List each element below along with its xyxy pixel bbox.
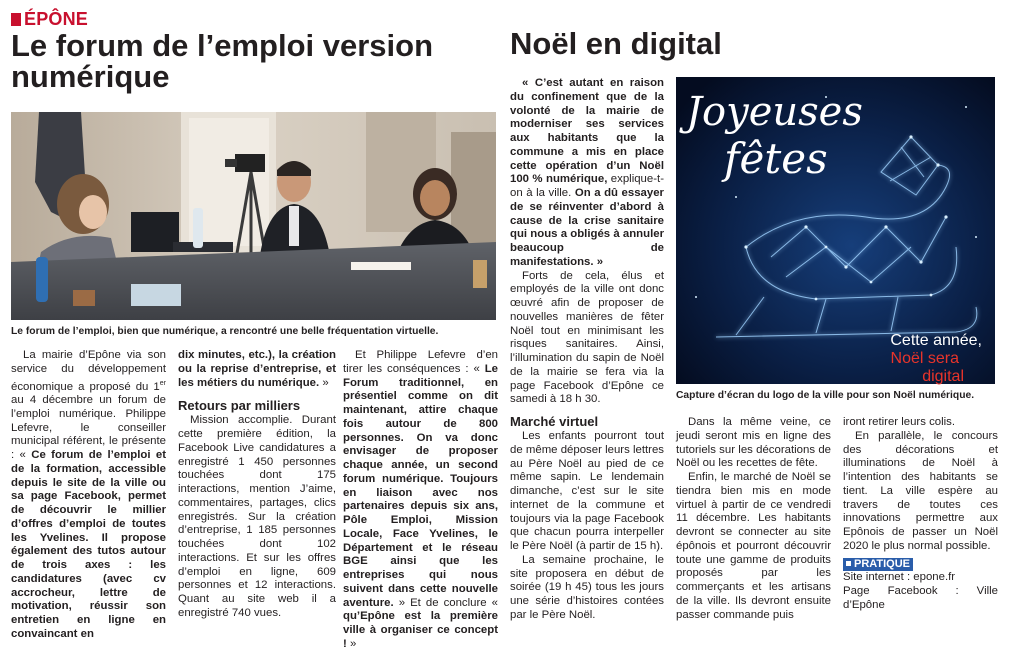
subhead-marche: Marché virtuel xyxy=(510,414,599,429)
forum-photo xyxy=(11,112,496,320)
right-article-headline: Noël en digital xyxy=(510,26,722,61)
right-article-paragraph: Enfin, le marché de Noël se tiendra bien mis en mode virtuel à partir de ce vendredi 11 décembre. Les habitants devront se connecter au site épônois et pourront découvrir toute une gamme de produits proposés par les commerçants et les artisans de la ville. Ils devront ensuite passer commande puis xyxy=(676,471,831,621)
right-article-paragraph: La semaine prochaine, le site proposera en début de soirée (19 h 45) tous les jours une série d’histoires contées par le Père Noël. xyxy=(510,553,664,621)
left-article-paragraph xyxy=(343,349,498,652)
pratique-box xyxy=(843,554,998,572)
noel-image-text-cette-annee: Cette année, xyxy=(890,332,982,349)
forum-photo-caption: Le forum de l’emploi, bien que numérique, a rencontré une belle fréquentation virtuelle. xyxy=(11,326,439,337)
left-article-headline xyxy=(11,30,501,92)
body-text: » Et de conclure « xyxy=(393,596,498,609)
quote-text: Le Forum traditionnel, en présentiel comme on dit maintenant, attire chaque fois autour de 800 personnes. On va donc envisager de proposer chaque année, un second forum numérique. Toujours en liaison avec nos partenaires depuis six ans, Pôle Emploi, Mission Locale, Face Yvelines, le Département et le réseau BGE ainsi que les entreprises qui nous suivent dans cette nouvelle aventure. xyxy=(343,362,498,609)
pratique-label: PRATIQUE xyxy=(854,557,911,570)
noel-image-text-digital: digital xyxy=(922,368,964,385)
pratique-marker xyxy=(846,561,851,566)
superscript: er xyxy=(159,379,166,387)
left-article-paragraph xyxy=(11,349,166,642)
pratique-site: Site internet : epone.fr xyxy=(843,571,956,584)
body-text: Et Philippe Lefevre d’en tirer les conséquences : « xyxy=(343,349,498,375)
quote-text: On a dû essayer de se réinventer d’abord à cause de la crise sanitaire qui nous a obligés à annuler beaucoup de manifestations. xyxy=(510,187,664,268)
noel-image-text-fetes: fêtes xyxy=(724,134,828,183)
right-article-column-2 xyxy=(676,416,831,622)
right-article-paragraph: iront retirer leurs colis. xyxy=(843,416,956,428)
pratique-label-badge xyxy=(843,558,913,571)
quote-text: qu’Epône est la première ville à organiser ce concept ! xyxy=(343,610,498,650)
left-article-column-1 xyxy=(11,349,166,642)
section-rubric xyxy=(11,8,88,30)
left-headline-line1: Le forum de l’emploi version xyxy=(11,28,434,63)
subhead-retours: Retours par milliers xyxy=(178,398,301,414)
left-article-paragraph xyxy=(178,349,336,390)
right-article-paragraph: Forts de cela, élus et employés de la ville ont donc œuvré afin de proposer de nouvelles manières de fêter Noël tout en minimisant les risques sanitaires. Ainsi, l’illumination du sapin de Noël de la mairie se fera via la page Facebook d’Epône ce samedi à 18 h 30. xyxy=(510,269,664,406)
quote-text: dix minutes, etc.), la création ou la reprise d’entreprise, et les métiers du numérique. xyxy=(178,349,336,389)
noel-image-illustration xyxy=(676,77,995,384)
body-text: au 4 décembre un forum de l’emploi numérique. Philippe Lefevre, le conseiller municipal référent, le présente : « xyxy=(11,394,166,462)
right-article-column-3 xyxy=(843,416,998,613)
body-text: » xyxy=(346,637,357,650)
noel-image-caption: Capture d’écran du logo de la ville pour son Noël numérique. xyxy=(676,390,975,401)
body-text: explique-t-on à la ville. xyxy=(510,173,664,199)
right-article-paragraph: En parallèle, le concours des décorations et illuminations de Noël à l’intention des habitants se tient. La ville espère au travers de toutes ces innovations permettre aux Epônois de passer un Noël 2020 le plus normal possible. xyxy=(843,429,998,552)
rubric-marker xyxy=(11,13,21,26)
left-article-column-3 xyxy=(343,349,498,652)
left-article-column-2 xyxy=(178,349,336,621)
noel-image-text-noel-sera: Noël sera xyxy=(890,350,959,367)
body-text: » xyxy=(593,255,604,268)
forum-photo-illustration xyxy=(11,112,496,320)
pratique-facebook: Page Facebook : Ville d’Epône xyxy=(843,585,998,611)
right-article-paragraph: Les enfants pourront tout de même déposer leurs lettres au Père Noël au pied de ce même sapin. Le lendemain dimanche, c’est sur le site internet de la commune et toujours via la page Facebook que chacun pourra interpeller le Père Noël (à partir de 15 h). xyxy=(510,430,664,552)
right-article-paragraph xyxy=(510,77,664,270)
quote-text: Ce forum de l’emploi et de la formation, accessible depuis le site de la ville ou sa page Facebook, permet de découvrir le millier d’offres d’emploi de toutes les Yvelines. Il propose également des tutos autour de trois axes : les candidatures (avec cv accrocheur, lettre de motivation, réussir son entretien en ligne en convaincant en xyxy=(11,449,166,640)
body-text: La mairie d’Epône via son service du développement économique a proposé du 1 xyxy=(11,349,166,393)
noel-digital-image xyxy=(676,77,995,384)
right-article-column-1 xyxy=(510,77,664,623)
quote-text: « C’est autant en raison du confinement que de la volonté de la mairie de moderniser ses services aux habitants que la commune a mis en place cette opération d’un Noël 100 % numérique, xyxy=(510,77,664,186)
body-text: » xyxy=(319,376,329,389)
noel-image-text-joyeuses: Joyeuses xyxy=(686,89,863,135)
left-article-paragraph: Mission accomplie. Durant cette première édition, la Facebook Live candidatures a enregistré 1 450 personnes touchées dont 175 interactions, mention J’aime, commentaires, partages, clics enregistrés. Sur la création d’entreprise, 1 185 personnes touchées dont 102 interactions. Et sur les offres d’emploi en ligne, 609 personnes et 12 interactions. Quant au site web il a enregistré 740 vues. xyxy=(178,414,336,619)
left-headline-line2: numérique xyxy=(11,59,170,94)
rubric-label: ÉPÔNE xyxy=(24,8,89,29)
right-article-paragraph: Dans la même veine, ce jeudi seront mis en ligne des tutoriels sur les décorations de Noël ou les recettes de fête. xyxy=(676,416,831,470)
